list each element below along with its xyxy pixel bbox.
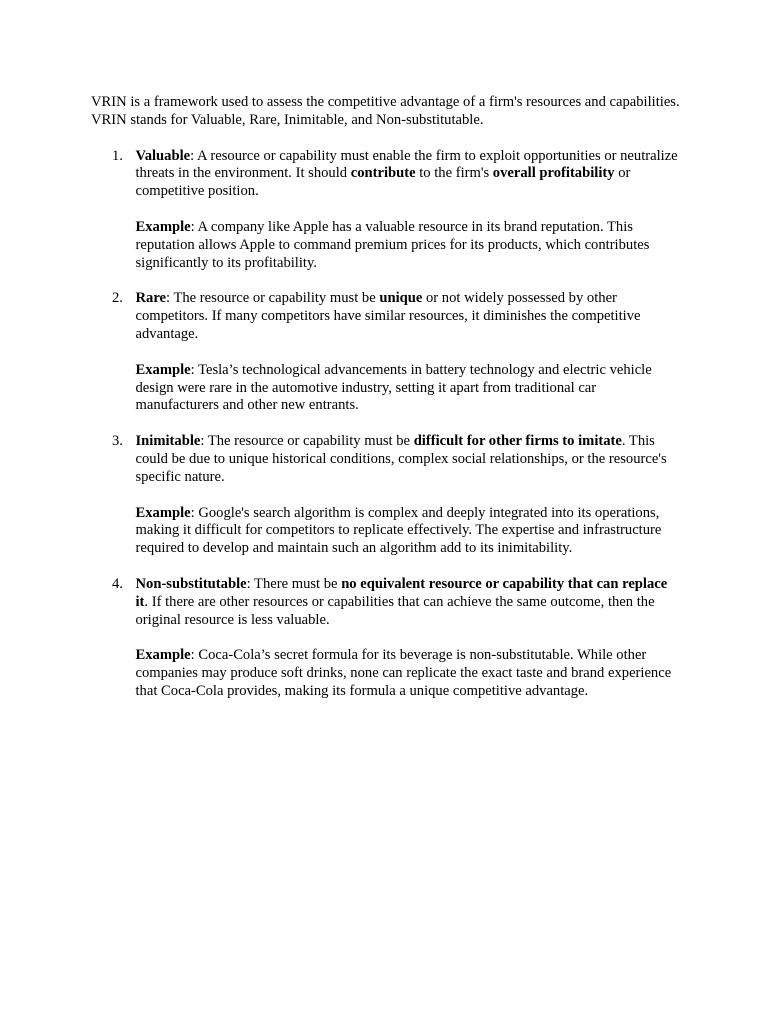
document-page [91,94,683,719]
list-item-definition [136,290,684,343]
list-item-term: Inimitable [135,433,201,450]
emphasis-text: unique [379,290,423,307]
list-item-term: Valuable [135,147,191,164]
emphasis-text: no equivalent resource or capability that can replace it [135,575,668,610]
example-text: : Google's search algorithm is complex and deeply integrated into its operations, making it difficult for competitors to replicate effectively. The expertise and infrastructure required to develop and maintain such an algorithm add to its inimitability. [135,504,662,557]
emphasis-text: contribute [350,165,416,182]
list-item-definition [136,576,684,629]
emphasis-text: difficult for other firms to imitate [413,433,622,450]
example-text: : A company like Apple has a valuable resource in its brand reputation. This reputation allows Apple to command premium prices for its products, which contributes significantly to its profitability. [135,218,650,271]
list-item-number: 2. [112,290,123,307]
example-label: Example [135,504,191,521]
list-item [91,290,683,415]
list-item-term: Non-substitutable [135,575,247,592]
definition-text: to the firm's [415,165,493,182]
intro-paragraph: VRIN is a framework used to assess the competitive advantage of a firm's resources and capabilities. VRIN stands for Valuable, Rare, Inimitable, and Non-substitutable. [91,94,680,128]
definition-text: : A resource or capability must enable the firm to exploit opportunities or neutralize threats in the environment. It should [135,147,678,182]
example-text: : Coca-Cola’s secret formula for its beverage is non-substitutable. While other companies may produce soft drinks, none can replicate the exact taste and brand experience that Coca-Cola provides, making its formula a unique competitive advantage. [135,647,672,699]
emphasis-text: overall profitability [492,165,615,182]
list-item-example [136,219,684,272]
list-item-number: 3. [112,433,123,450]
definition-text: : There must be [246,575,342,592]
vrin-list [91,148,683,701]
list-item [91,576,683,701]
list-item-example [136,647,684,700]
list-item-definition [136,148,684,201]
list-item-example [136,362,684,415]
definition-text: or competitive position. [135,165,631,200]
list-item [91,148,683,273]
definition-text: . If there are other resources or capabilities that can achieve the same outcome, then the original resource is less valuable. [135,593,655,628]
example-label: Example [135,361,191,378]
list-item-number: 4. [112,575,123,592]
list-item [91,433,683,558]
example-label: Example [135,218,191,235]
definition-text: : The resource or capability must be [200,433,414,450]
definition-text: or not widely possessed by other competitors. If many competitors have similar resources, it diminishes the competitive advantage. [135,290,641,342]
list-item-example [136,505,684,558]
list-item-definition [136,433,684,486]
definition-text: : The resource or capability must be [166,290,380,307]
list-item-term: Rare [135,290,167,307]
example-label: Example [135,647,191,664]
definition-text: . This could be due to unique historical conditions, complex social relationships, or the resource's specific nature. [135,433,667,485]
example-text: : Tesla’s technological advancements in battery technology and electric vehicle design were rare in the automotive industry, setting it apart from traditional car manufacturers and other new entrants. [135,361,652,414]
list-item-number: 1. [112,147,123,164]
